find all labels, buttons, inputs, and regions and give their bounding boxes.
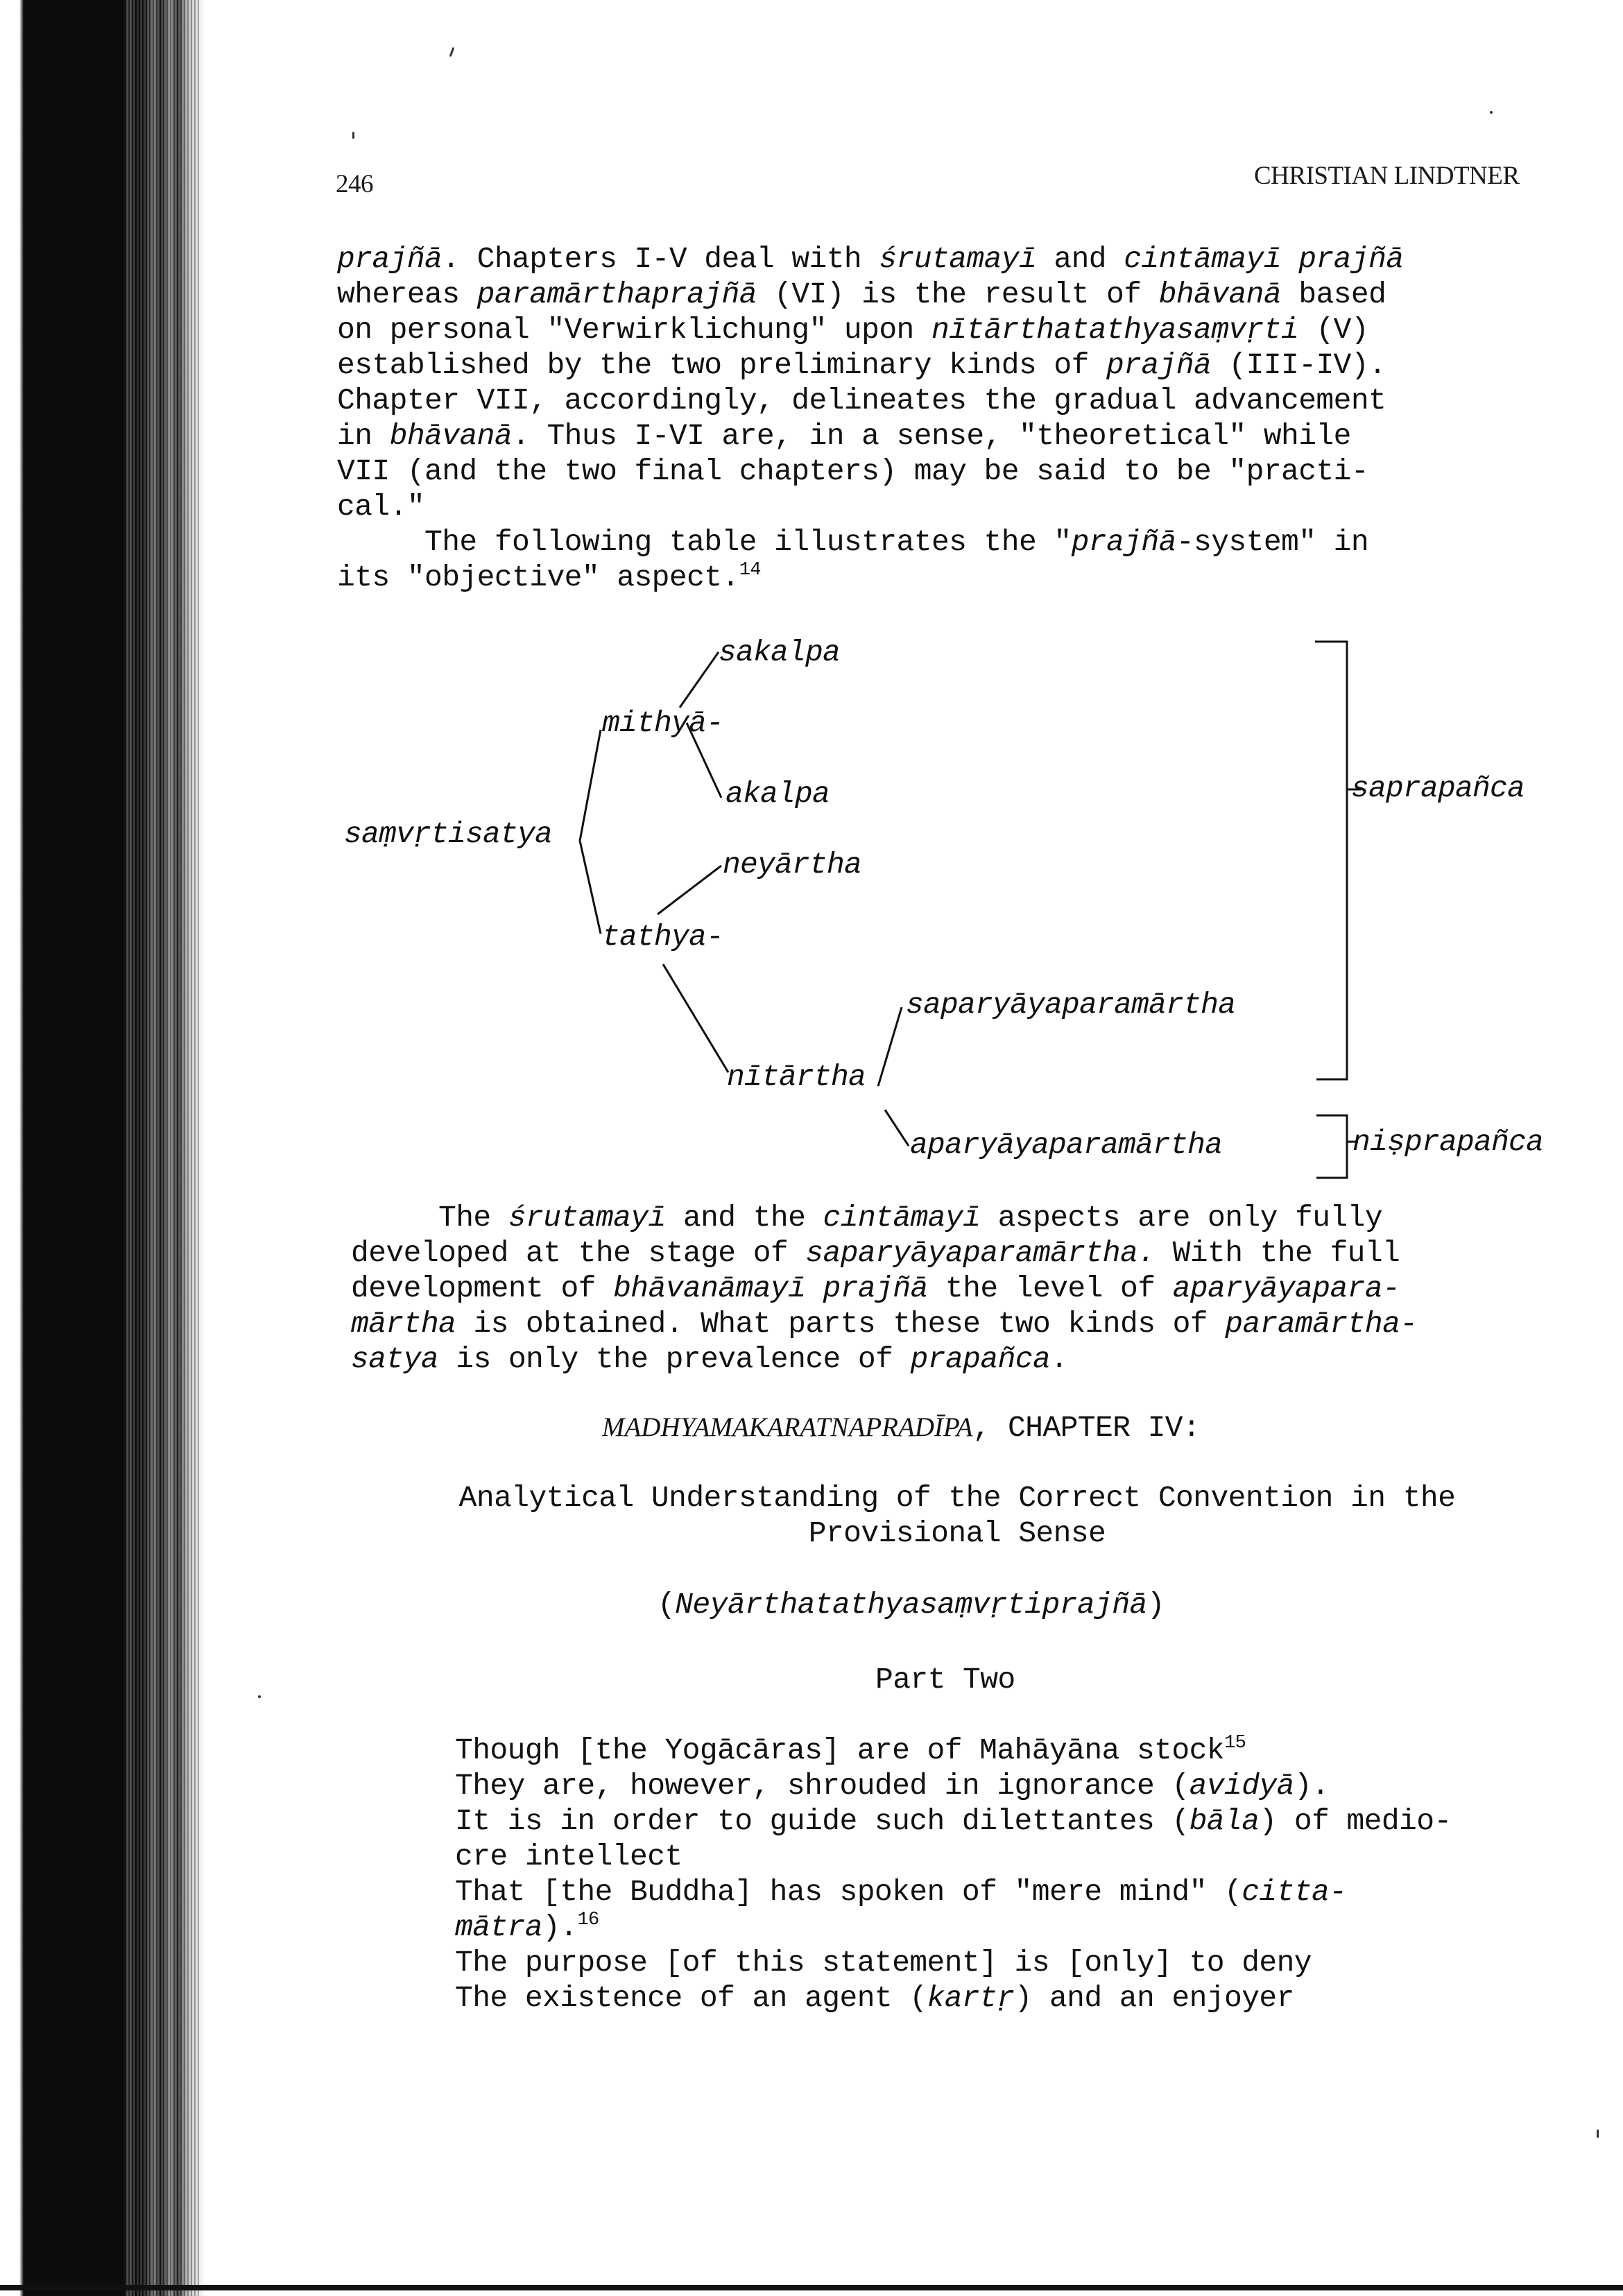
verse-line: The purpose [of this statement] is [only] to deny: [455, 1946, 1312, 1980]
after-diagram-paragraph: [351, 1200, 1417, 1377]
node-tathya: tathya-: [602, 920, 724, 954]
sanskrit-title: (Neyārthatathyasaṃvṛtiprajñā): [658, 1588, 1165, 1622]
label-nisprapanca: niṣprapañca: [1352, 1125, 1544, 1159]
text-line: on personal "Verwirklichung" upon nītārthatathyasaṃvṛti (V): [337, 313, 1369, 347]
node-nitartha: nītārtha: [727, 1060, 866, 1094]
verse-line: That [the Buddha] has spoken of "mere mind" (citta-: [455, 1875, 1347, 1909]
label-saprapanca: saprapañca: [1351, 771, 1525, 805]
text-line: in bhāvanā. Thus I-VI are, in a sense, "theoretical" while: [337, 419, 1351, 453]
connector-root-mithya: [580, 730, 601, 841]
text-line: The śrutamayī and the cintāmayī aspects are only fully: [351, 1201, 1383, 1235]
text-line: prajñā. Chapters I-V deal with śrutamayī and cintāmayī prajñā: [337, 242, 1404, 276]
verse-line: cre intellect: [455, 1840, 682, 1874]
page-number: 246: [336, 170, 373, 198]
node-samvrtisatya: saṃvṛtisatya: [344, 817, 553, 851]
text-line: developed at the stage of saparyāyaparamārtha. With the full: [351, 1236, 1400, 1270]
connector-nitartha-saparyaya: [878, 1007, 902, 1086]
connector-tathya-neyartha: [658, 866, 721, 914]
connector-mithya-sakalpa: [680, 652, 719, 708]
chapter-label: , CHAPTER IV:: [972, 1411, 1201, 1445]
verse-line: The existence of an agent (kartṛ) and an enjoyer: [455, 1981, 1294, 2015]
connector-tathya-nitartha: [663, 964, 728, 1072]
text-line: development of bhāvanāmayī prajñā the level of aparyāyapara-: [351, 1271, 1400, 1305]
section-title-line1: Analytical Understanding of the Correct Convention in the: [458, 1481, 1456, 1515]
text-line: Chapter VII, accordingly, delineates the gradual advancement: [337, 384, 1386, 418]
node-neyartha: neyārtha: [723, 848, 862, 882]
verse-line: mātra).$^{16}$: [455, 1910, 599, 1944]
text-line: VII (and the two final chapters) may be said to be "practi-: [337, 454, 1369, 488]
verse-line: It is in order to guide such dilettantes (bāla) of medio-: [455, 1804, 1452, 1838]
text-line: The following table illustrates the "prajñā-system" in: [337, 525, 1369, 559]
verse-text: Though [the Yogācāras] are of Mahāyāna stock: [455, 1733, 1224, 1767]
footnote-ref: 16: [577, 1910, 599, 1930]
text-line: mārtha is obtained. What parts these two kinds of paramārtha-: [351, 1307, 1418, 1341]
text-line: cal.": [337, 490, 425, 524]
nisprapanca-bracket: [1316, 1115, 1347, 1178]
part-label: Part Two: [875, 1663, 1015, 1697]
footnote-ref: 15: [1224, 1733, 1246, 1754]
sanskrit-title-text: Neyārthatathyasaṃvṛtiprajñā: [675, 1588, 1147, 1622]
work-title: MADHYAMAKARATNAPRADĪPA: [602, 1412, 973, 1442]
text-line: satya is only the prevalence of prapañca.: [351, 1342, 1068, 1376]
section-title: [388, 1480, 1526, 1551]
connector-root-tathya: [580, 841, 601, 934]
text-line: established by the two preliminary kinds of prajñā (III-IV).: [337, 348, 1386, 382]
node-akalpa: akalpa: [725, 777, 830, 811]
chapter-heading: [602, 1410, 1200, 1446]
running-head: CHRISTIAN LINDTNER: [1254, 162, 1520, 190]
verse-translation: [455, 1733, 1452, 2016]
section-title-line2: Provisional Sense: [808, 1516, 1106, 1550]
footnote-ref: 14: [739, 560, 761, 581]
connector-nitartha-aparyaya: [885, 1110, 909, 1146]
text-line: its "objective" aspect.$^{14}$: [337, 560, 761, 594]
node-sakalpa: sakalpa: [719, 635, 841, 669]
node-aparyayaparamartha: aparyāyaparamārtha: [910, 1128, 1223, 1162]
node-mithya: mithyā-: [602, 706, 724, 740]
text-line: whereas paramārthaprajñā (VI) is the result of bhāvanā based: [337, 277, 1386, 311]
node-saparyayaparamartha: saparyāyaparamārtha: [906, 988, 1236, 1022]
verse-line: They are, however, shrouded in ignorance (avidyā).: [455, 1769, 1330, 1803]
verse-line: [455, 1733, 1452, 1768]
saprapanca-bracket: [1315, 642, 1347, 1079]
